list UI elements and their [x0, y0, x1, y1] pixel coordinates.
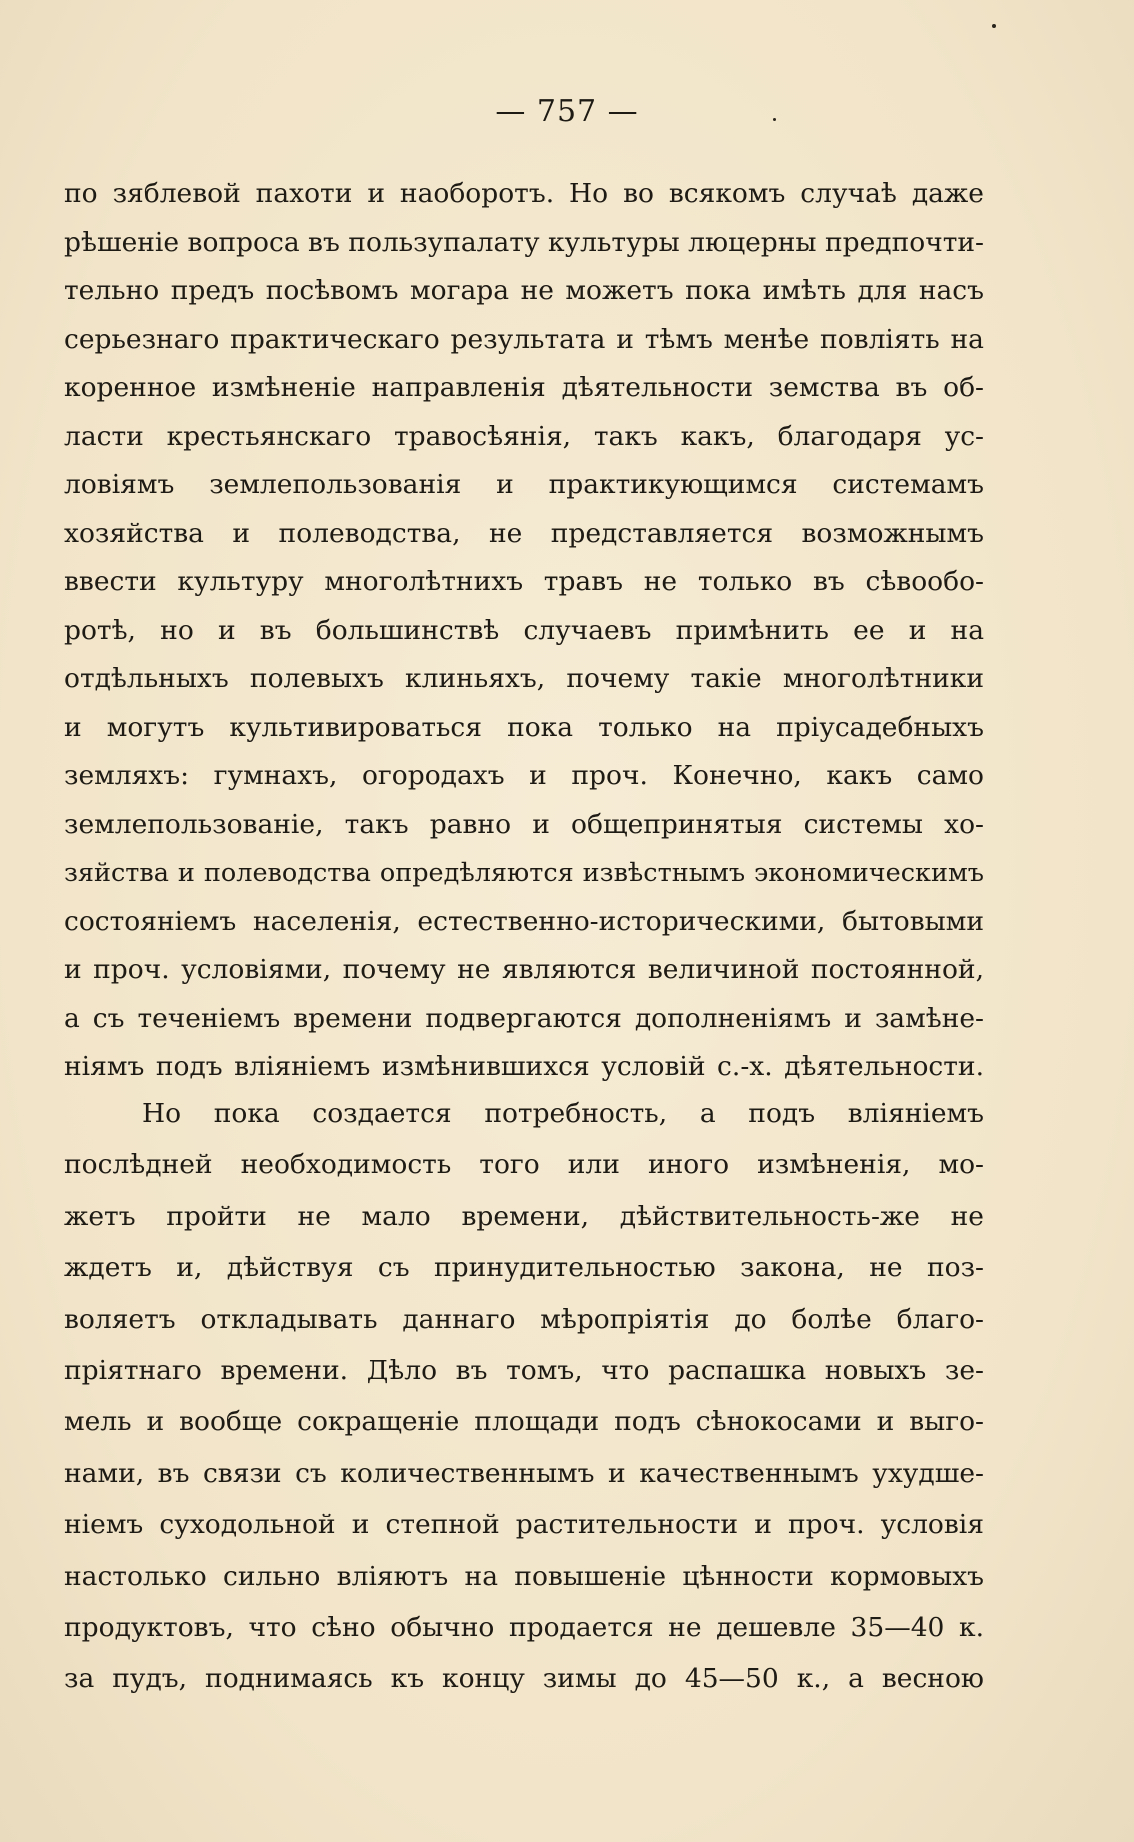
text-line: ввести культуру многолѣтнихъ травъ не только въ сѣвообо-: [64, 566, 984, 597]
text-line: ловіямъ землепользованія и практикующимся системамъ: [64, 469, 984, 500]
page-number: — 757 —: [495, 94, 639, 129]
text-line: зяйства и полеводства опредѣляются извѣстнымъ экономическимъ: [64, 858, 984, 888]
text-line: земляхъ: гумнахъ, огородахъ и проч. Конечно, какъ само: [64, 760, 984, 791]
text-line: пріятнаго времени. Дѣло въ томъ, что распашка новыхъ зе-: [64, 1354, 984, 1386]
text-line: коренное измѣненіе направленія дѣятельности земства въ об-: [64, 372, 984, 403]
text-line: за пудъ, поднимаясь къ концу зимы до 45—50 к., а весною: [64, 1663, 984, 1695]
paragraph-2: [64, 1088, 984, 1705]
text-line: настолько сильно вліяютъ на повышеніе цѣнности кормовыхъ: [64, 1560, 984, 1592]
text-line: жетъ пройти не мало времени, дѣйствительность-же не: [64, 1200, 984, 1232]
text-line: землепользованіе, такъ равно и общепринятыя системы хо-: [64, 808, 984, 840]
text-line: ждетъ и, дѣйствуя съ принудительностью закона, не поз-: [64, 1252, 984, 1284]
text-line: отдѣльныхъ полевыхъ клиньяхъ, почему такіе многолѣтники: [64, 663, 984, 694]
text-line: ротѣ, но и въ большинствѣ случаевъ примѣнить ее и на: [64, 614, 984, 646]
text-line: ніемъ суходольной и степной растительности и проч. условія: [64, 1509, 984, 1541]
text-line: рѣшеніе вопроса въ пользупалату культуры люцерны предпочти-: [64, 226, 984, 258]
text-line: хозяйства и полеводства, не представляется возможнымъ: [64, 517, 984, 549]
text-line: послѣдней необходимость того или иного измѣненія, мо-: [64, 1149, 984, 1181]
text-line: серьезнаго практическаго результата и тѣмъ менѣе повліять на: [64, 323, 984, 355]
text-line: по зяблевой пахоти и наоборотъ. Но во всякомъ случаѣ даже: [64, 178, 984, 209]
print-speck: [773, 118, 776, 121]
text-line: Но пока создается потребность, а подъ вліяніемъ: [142, 1098, 984, 1129]
text-line: воляетъ откладывать даннаго мѣропріятія до болѣе благо-: [64, 1303, 984, 1335]
text-line: ласти крестьянскаго травосѣянія, такъ какъ, благодаря ус-: [64, 420, 984, 452]
text-line: ніямъ подъ вліяніемъ измѣнившихся условій с.-х. дѣятельности.: [64, 1051, 984, 1082]
paragraph-1: [64, 170, 984, 1092]
text-line: а съ теченіемъ времени подвергаются дополненіямъ и замѣне-: [64, 1002, 984, 1034]
text-line: состояніемъ населенія, естественно-историческими, бытовыми: [64, 905, 984, 937]
text-line: мель и вообще сокращеніе площади подъ сѣнокосами и выго-: [64, 1406, 984, 1438]
text-line: нами, въ связи съ количественнымъ и качественнымъ ухудше-: [64, 1457, 984, 1489]
text-line: тельно предъ посѣвомъ могара не можетъ пока имѣть для насъ: [64, 275, 984, 306]
text-line: и проч. условіями, почему не являются величиной постоянной,: [64, 954, 984, 985]
text-line: продуктовъ, что сѣно обычно продается не дешевле 35—40 к.: [64, 1611, 984, 1643]
print-speck: [992, 24, 996, 28]
text-line: и могутъ культивироваться пока только на пріусадебныхъ: [64, 711, 984, 743]
